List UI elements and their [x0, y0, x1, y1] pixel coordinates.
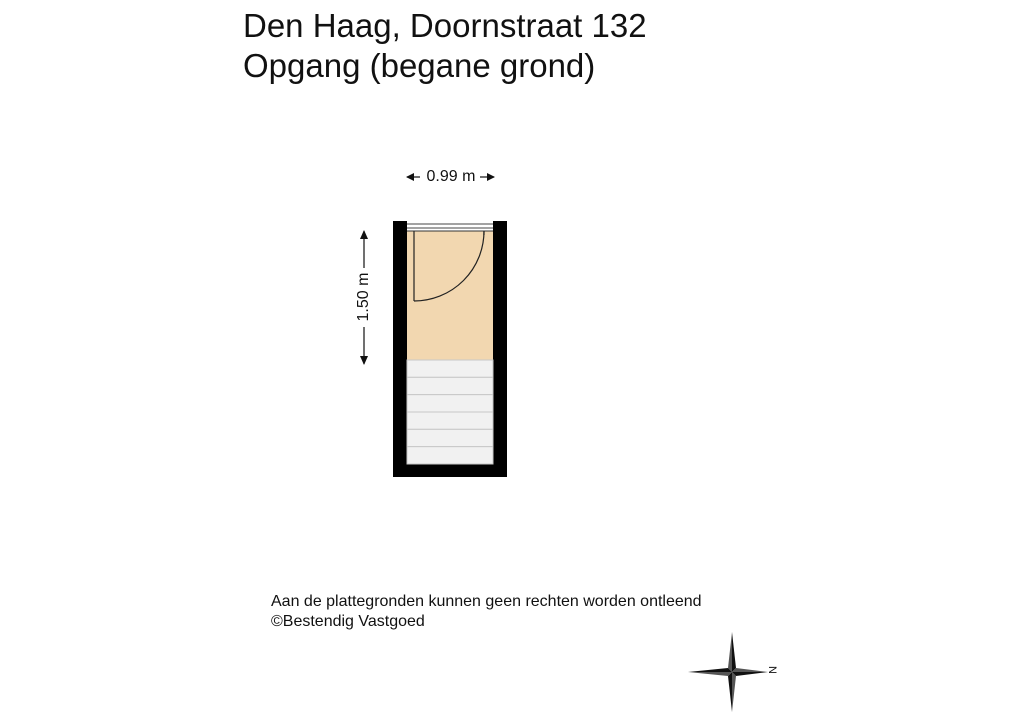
staircase	[407, 360, 493, 464]
stair-step	[407, 360, 493, 377]
height-dimension	[352, 230, 376, 365]
stair-step	[407, 395, 493, 412]
page-subtitle: Opgang (begane grond)	[243, 47, 596, 84]
height-dimension-label: 1.50 m	[355, 272, 372, 322]
page-title: Den Haag, Doornstraat 132	[243, 7, 647, 44]
stair-step	[407, 429, 493, 446]
door-opening	[407, 221, 493, 231]
disclaimer-text: Aan de plattegronden kunnen geen rechten worden ontleend	[271, 593, 702, 610]
compass-north-label: N	[765, 666, 778, 674]
width-dimension	[406, 166, 496, 188]
floorplan	[393, 221, 507, 477]
copyright-text: ©Bestendig Vastgoed	[271, 613, 425, 630]
landing-room	[407, 231, 493, 360]
width-dimension-label: 0.99 m	[426, 168, 476, 185]
stair-step	[407, 412, 493, 429]
stair-step	[407, 377, 493, 394]
stair-step	[407, 447, 493, 464]
